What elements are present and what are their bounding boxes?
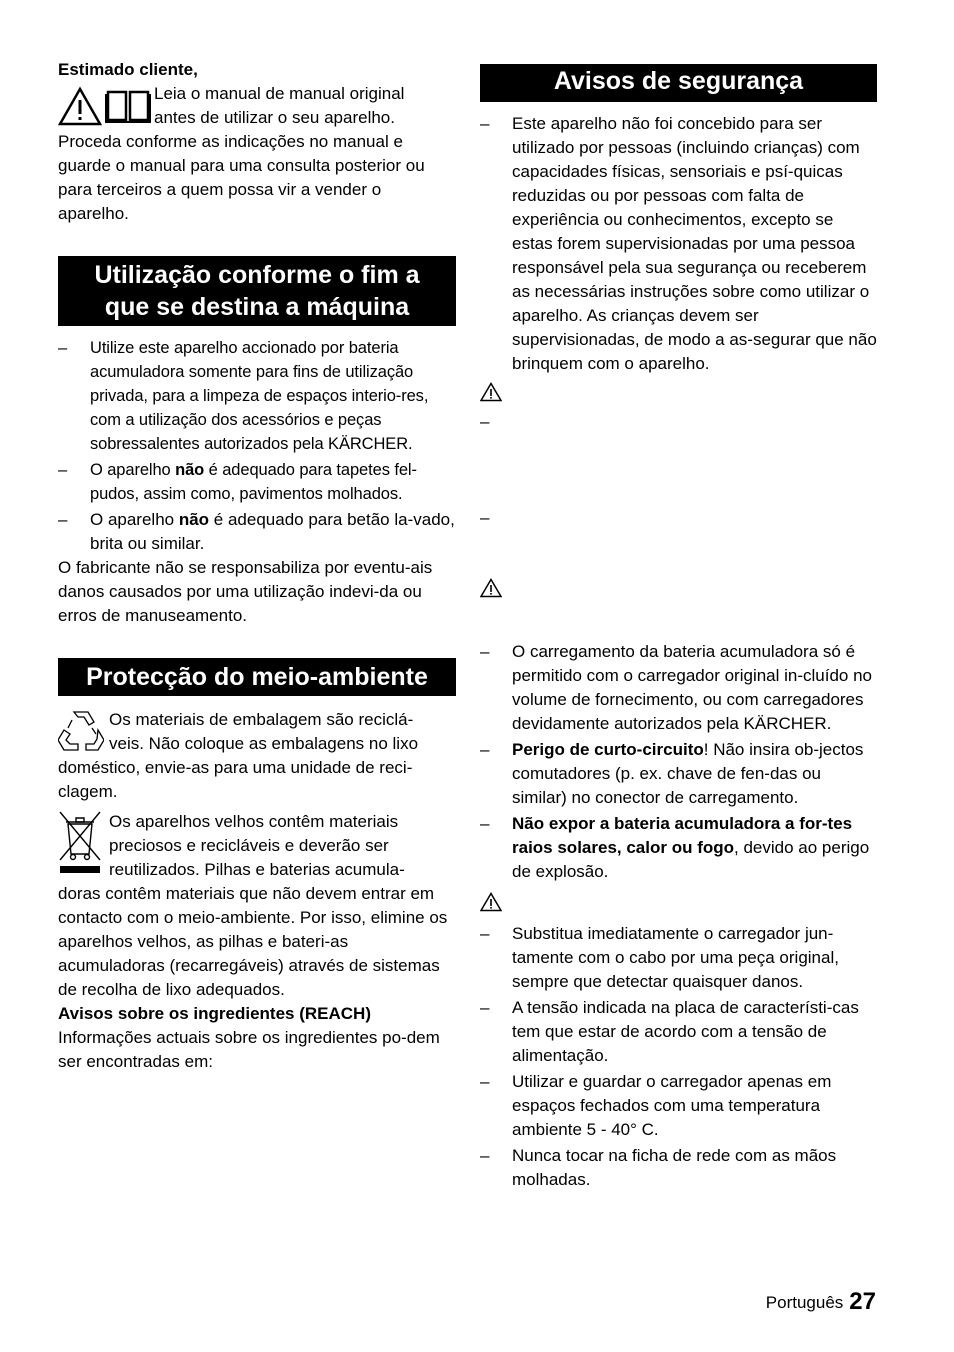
safety-heading: Avisos de segurança (480, 64, 877, 102)
warning-icon (480, 578, 502, 598)
usage-item-text: é adequado para betão la-vado, brita ou similar. (90, 510, 455, 553)
old-devices-block (58, 810, 456, 1002)
intro-line1: Leia o manual de manual original (154, 84, 405, 103)
dash: – (480, 998, 490, 1017)
list-item (58, 458, 456, 506)
recycle-icon (58, 708, 104, 752)
dash: – (58, 510, 68, 529)
left-column (58, 58, 456, 1074)
dash: – (58, 339, 68, 357)
dash: – (58, 461, 68, 479)
list-item (58, 508, 456, 556)
dash: – (480, 1072, 490, 1091)
safety-item-text: Nunca tocar na ficha de rede com as mãos molhadas. (512, 1146, 837, 1189)
dash: – (480, 642, 490, 661)
reach-heading: Avisos sobre os ingredientes (REACH) (58, 1004, 371, 1023)
book-icon (104, 86, 152, 124)
safety-item-text: Utilizar e guardar o carregador apenas em espaços fechados com uma temperatura ambiente 5 - 40° C. (512, 1072, 832, 1139)
packaging-line1: Os materiais de embalagem são reciclá- (109, 710, 414, 729)
warning-icon (480, 382, 502, 402)
reach-text: Informações actuais sobre os ingredientes po-dem ser encontradas em: (58, 1028, 440, 1071)
safety-item-text: ! Não insira ob-jectos comutadores (p. ex. chave de fen-das ou similar) no conector de carregamento. (512, 740, 864, 807)
safety-item-text: A tensão indicada na placa de característi-cas tem que estar de acordo com a tensão de alimentação. (512, 998, 859, 1065)
usage-heading-line1: Utilização conforme o fim a (94, 261, 420, 289)
dash: – (480, 1146, 490, 1165)
page-footer (766, 1290, 876, 1315)
dash: – (480, 814, 490, 833)
warning-marker (480, 890, 877, 914)
intro-line2: antes de utilizar o seu aparelho. (154, 108, 395, 127)
old-line2: preciosos e recicláveis e deverão ser (109, 836, 389, 855)
usage-heading-line2: que se destina a máquina (104, 293, 410, 321)
list-item (480, 738, 877, 810)
dash: – (480, 412, 490, 431)
crossed-bin-icon (58, 810, 102, 874)
dash: – (480, 924, 490, 943)
environment-heading: Protecção do meio-ambiente (58, 658, 456, 696)
list-item (480, 922, 877, 994)
dash: – (480, 114, 490, 133)
intro-block (58, 82, 456, 226)
safety-item-bold: Perigo de curto-circuito (512, 740, 704, 759)
list-item (480, 112, 877, 376)
empty-list-item (480, 410, 877, 434)
usage-item-bold: não (175, 461, 205, 479)
usage-item-text: O aparelho (90, 510, 179, 529)
usage-heading (58, 256, 456, 326)
list-item (480, 1144, 877, 1192)
list-item (480, 640, 877, 736)
page-number: 27 (849, 1288, 876, 1315)
packaging-line2: veis. Não coloque as embalagens no lixo (109, 734, 419, 753)
packaging-text: doméstico, envie-as para uma unidade de reci-clagem. (58, 758, 413, 801)
dash: – (480, 508, 490, 527)
packaging-block (58, 708, 456, 804)
warning-icon (58, 86, 102, 126)
safety-list (480, 112, 877, 1192)
safety-item-text: Este aparelho não foi concebido para ser utilizado por pessoas (incluindo crianças) com capacidades físicas, sensoriais e psí-quicas reduzidas ou por pessoas com falta de experiência ou conhecimentos, excepto se estas forem supervisionadas por uma pessoa responsável pela sua segurança ou receberem as necessárias instruções sobre como utilizar o aparelho. As crianças devem ser supervisionadas, de modo a as-segurar que não brinquem com o aparelho. (512, 114, 877, 373)
disclaimer: O fabricante não se responsabiliza por eventu-ais danos causados por uma utilização indevi-da ou erros de manuseamento. (58, 558, 433, 625)
usage-list (58, 336, 456, 628)
safety-item-text: Substitua imediatamente o carregador jun-tamente com o cabo por uma peça original, sempre que detectar quaisquer danos. (512, 924, 839, 991)
empty-list-item (480, 506, 877, 530)
warning-marker (480, 576, 877, 600)
safety-item-text: , devido ao perigo de explosão. (512, 838, 870, 881)
safety-item-bold: Não expor a bateria acumuladora a for-tes raios solares, calor ou fogo (512, 814, 853, 857)
usage-item-bold: não (178, 510, 210, 529)
list-item (58, 336, 456, 456)
usage-item-text: é adequado para tapetes fel-pudos, assim como, pavimentos molhados. (90, 461, 417, 503)
list-item (480, 996, 877, 1068)
old-devices-text: doras contêm materiais que não devem entrar em contacto com o meio-ambiente. Por isso, elimine os aparelhos velhos, as pilhas e bateri-as acumuladoras (recarregáveis) através de sistemas de recolha de lixo adequados. (58, 884, 448, 999)
footer-language: Português (765, 1293, 844, 1312)
dash: – (480, 740, 490, 759)
right-column (480, 64, 877, 1192)
usage-item-text: O aparelho (90, 461, 176, 479)
intro-text: Proceda conforme as indicações no manual e guarde o manual para uma consulta posterior ou para terceiros a quem possa vir a vender o aparelho. (58, 132, 425, 223)
old-line3: reutilizados. Pilhas e baterias acumula- (109, 860, 405, 879)
safety-item-text: O carregamento da bateria acumuladora só é permitido com o carregador original in-cluído no volume de fornecimento, ou com carregadores devidamente autorizados pela KÄRCHER. (512, 642, 873, 733)
warning-icon (480, 892, 502, 912)
old-line1: Os aparelhos velhos contêm materiais (109, 812, 399, 831)
warning-marker (480, 380, 877, 404)
list-item (480, 812, 877, 884)
greeting: Estimado cliente, (58, 60, 198, 79)
list-item (480, 1070, 877, 1142)
usage-item-text: Utilize este aparelho accionado por bateria acumuladora somente para fins de utilização privada, para a limpeza de espaços interio-res, com a utilização dos acessórios e peças sobressalentes autorizados pela KÄRCHER. (90, 339, 429, 453)
